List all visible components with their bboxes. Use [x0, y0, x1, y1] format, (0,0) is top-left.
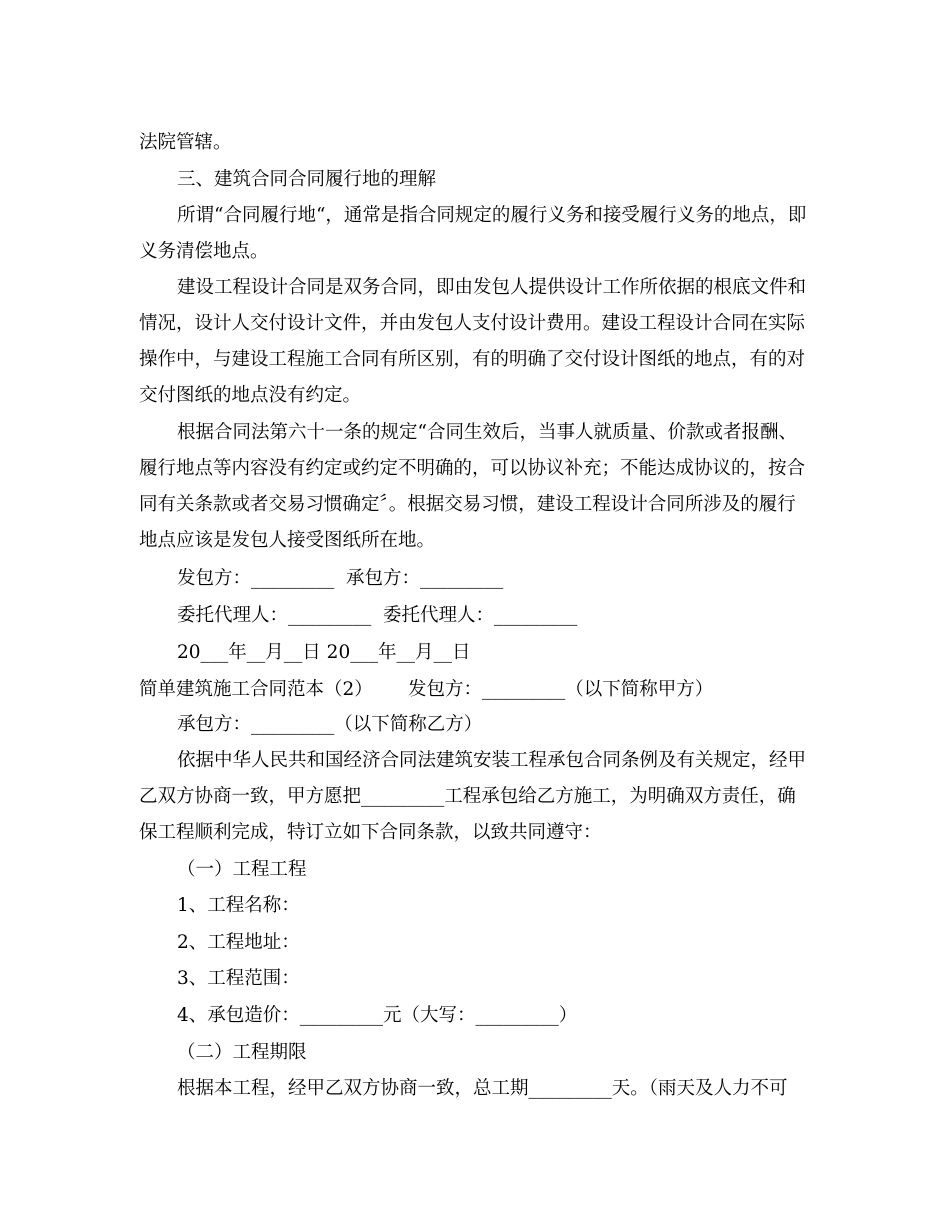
signature-parties-line: 发包方：_________ 承包方：_________: [177, 568, 504, 589]
paragraph-line: 履行地点等内容没有约定或约定不明确的，可以协议补充；不能达成协议的，按合: [139, 458, 806, 479]
paragraph-line: 保工程顺利完成，特订立如下合同条款，以致共同遵守：: [139, 822, 602, 843]
contractor-line: 承包方：_________（以下简称乙方）: [177, 714, 483, 735]
clause-heading: （一）工程工程: [177, 859, 307, 880]
paragraph-line: 义务清偿地点。: [139, 241, 269, 262]
signature-date-line: 20___年__月__日 20___年__月__日: [177, 642, 471, 663]
paragraph-line: 乙双方协商一致，甲方愿把_________工程承包给乙方施工，为明确双方责任，确: [139, 786, 796, 807]
paragraph-line: 所谓“合同履行地“，通常是指合同规定的履行义务和接受履行义务的地点，即: [177, 205, 807, 226]
clause-item: 2、工程地址：: [177, 932, 300, 953]
clause-item: 1、工程名称：: [177, 895, 300, 916]
clause-heading: （二）工程期限: [177, 1042, 307, 1063]
clause-item: 4、承包造价：_________元（大写：_________）: [177, 1005, 578, 1026]
signature-agents-line: 委托代理人：_________ 委托代理人：_________: [177, 605, 578, 626]
paragraph-line: 操作中，与建设工程施工合同有所区别，有的明确了交付设计图纸的地点，有的对: [139, 349, 806, 370]
section-heading: 三、建筑合同合同履行地的理解: [177, 169, 437, 190]
paragraph-line: 同有关条款或者交易习惯确定〞。根据交易习惯，建设工程设计合同所涉及的履行: [139, 494, 796, 515]
paragraph-line: 根据合同法第六十一条的规定“合同生效后，当事人就质量、价款或者报酬、: [177, 422, 797, 443]
paragraph-line: 法院管辖。: [139, 132, 232, 153]
paragraph-line: 情况，设计人交付设计文件，并由发包人支付设计费用。建设工程设计合同在实际: [139, 313, 806, 334]
paragraph-line: 依据中华人民共和国经济合同法建筑安装工程承包合同条例及有关规定，经甲: [177, 750, 807, 771]
paragraph-line: 地点应该是发包人接受图纸所在地。: [139, 530, 436, 551]
paragraph-line: 建设工程设计合同是双务合同，即由发包人提供设计工作所依据的根底文件和: [177, 277, 807, 298]
paragraph-line: 交付图纸的地点没有约定。: [139, 385, 362, 406]
contract-title-line: 简单建筑施工合同范本（2） 发包方：_________（以下简称甲方）: [139, 679, 714, 700]
clause-item: 3、工程范围：: [177, 968, 300, 989]
paragraph-line: 根据本工程，经甲乙双方协商一致，总工期_________天。（雨天及人力不可: [177, 1078, 788, 1099]
